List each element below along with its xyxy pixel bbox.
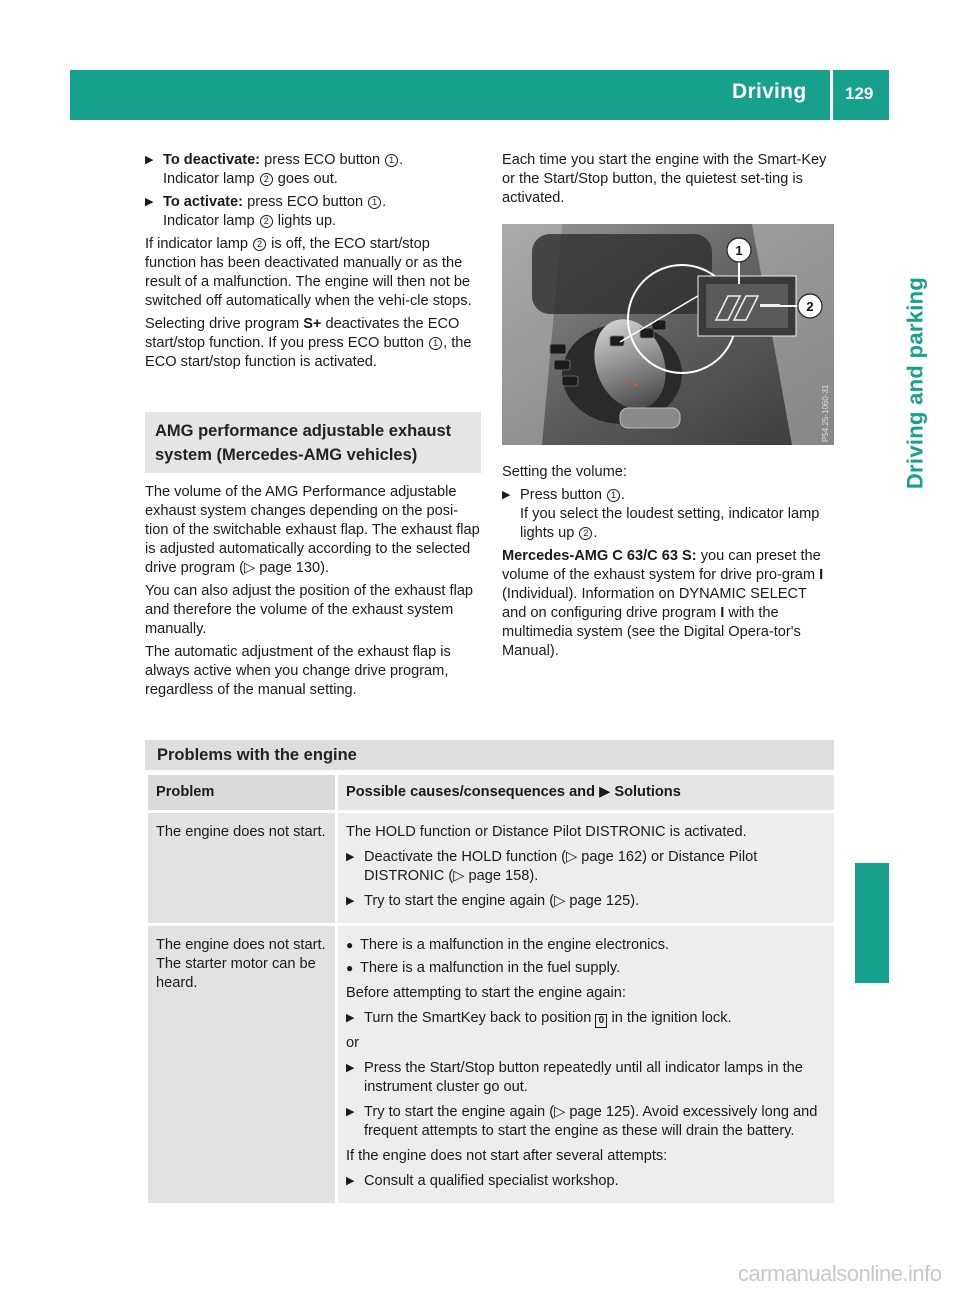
row1-cause: The HOLD function or Distance Pilot DISTRONIC is activated. [346, 824, 747, 840]
side-tab [895, 150, 935, 615]
row2-step2-text: Press the Start/Stop button repeatedly until all indicator lamps in the instrument cluster go out. [364, 1060, 803, 1095]
row2-before: Before attempting to start the engine again: [346, 985, 626, 1001]
para1-b: is off, the ECO start/stop function has been deactivated manually or as the result of a malfunction. The engine will then not be switched off automatically when the vehi-cle stops. [145, 236, 472, 309]
photo-callout-2: 2 [806, 299, 814, 314]
step-arrow-icon: ▶ [346, 1175, 355, 1187]
callout-1-icon: 1 [385, 154, 398, 167]
deactivate-text: press ECO button [260, 152, 385, 168]
key-position-0-icon: 0 [595, 1014, 607, 1028]
row1-problem: The engine does not start. [148, 810, 335, 923]
para1-a: If indicator lamp [145, 236, 253, 252]
page-ref-icon: ▷ [554, 893, 570, 909]
callout-1-icon: 1 [607, 489, 620, 502]
para2-c: , the ECO start/stop function is activated. [145, 335, 472, 370]
para2-a: Selecting drive program [145, 316, 304, 332]
page-ref-link[interactable]: page 125 [569, 893, 631, 909]
amg-p1-b: ). [320, 560, 330, 576]
amg-paragraph-2: You can also adjust the position of the exhaust flap and therefore the volume of the exhaust system manually. [145, 583, 474, 637]
step-arrow-icon: ▶ [346, 1106, 355, 1118]
amg-section-heading: AMG performance adjustable exhaust system (Mercedes-AMG vehicles) [145, 412, 481, 473]
table-row [148, 923, 834, 1203]
bullet-icon: ● [346, 938, 354, 952]
para2-b: deactivates the ECO start/stop function. If you press ECO button [145, 316, 460, 351]
para2-bold: S+ [303, 316, 322, 332]
console-illustration [502, 224, 834, 445]
row2-step-4 [346, 1172, 826, 1191]
deactivate-step [145, 151, 481, 189]
step-arrow-icon: ▶ [145, 196, 154, 208]
row2-after: If the engine does not start after several attempts: [346, 1148, 668, 1164]
problems-table [148, 775, 834, 1203]
row1-step-1 [346, 848, 826, 886]
row2-step4-text: Consult a qualified specialist workshop. [364, 1173, 619, 1189]
c63-a: you can preset the volume of the exhaust system for drive pro-gram [502, 548, 821, 583]
callout-2-icon: 2 [579, 527, 592, 540]
side-tab-marker [855, 863, 889, 983]
row1-step2-a: Try to start the engine again ( [364, 893, 555, 909]
chapter-title: Driving [732, 80, 807, 103]
press-text: Press button [520, 487, 606, 503]
photo-callout-1: 1 [735, 243, 743, 258]
c63-label: Mercedes-AMG C 63/C 63 S: [502, 548, 697, 564]
header-solutions [335, 775, 834, 810]
row1-step-2 [346, 892, 826, 911]
header-divider [830, 70, 833, 120]
press-line2: If you select the loudest setting, indicator lamp lights up [520, 506, 820, 541]
row2-or: or [346, 1035, 359, 1051]
row1-step2-b: ). [630, 893, 640, 909]
c63-program-2: I [720, 605, 725, 621]
page-ref-link[interactable]: page 162 [581, 849, 643, 865]
smartkey-paragraph: Each time you start the engine with the Smart-Key or the Start/Stop button, the quietest set-ting is activated. [502, 152, 827, 206]
row2-step3-a: Try to start the engine again ( [364, 1104, 555, 1120]
row2-step-3 [346, 1103, 826, 1141]
row2-step1-b: in the ignition lock. [607, 1010, 732, 1026]
press-line2-end: . [593, 525, 598, 541]
row2-bullet1-text: There is a malfunction in the engine electronics. [360, 937, 670, 953]
header-problem: Problem [148, 775, 335, 810]
left-column [145, 151, 481, 700]
setting-volume-label: Setting the volume: [502, 464, 627, 480]
step-arrow-icon: ▶ [346, 1012, 355, 1024]
callout-2-icon: 2 [260, 215, 273, 228]
table-header-row [148, 775, 834, 810]
press-button-step [502, 486, 834, 543]
step-arrow-icon: ▶ [346, 851, 355, 863]
watermark: carmanualsonline.info [738, 1261, 942, 1286]
activate-label: To activate: [163, 194, 244, 210]
amg-paragraph-3: The automatic adjustment of the exhaust flap is always active when you change drive program, regardless of the manual setting. [145, 644, 451, 698]
row2-step1-a: Turn the SmartKey back to position [364, 1010, 596, 1026]
row2-bullet2-text: There is a malfunction in the fuel supply. [360, 960, 621, 976]
deactivate-label: To deactivate: [163, 152, 261, 168]
row1-step1-c: ). [529, 868, 539, 884]
callout-2-icon: 2 [253, 238, 266, 251]
row1-step1-b: ) or Distance Pilot DISTRONIC ( [364, 849, 758, 884]
callout-2-icon: 2 [260, 173, 273, 186]
row2-problem: The engine does not start. The starter motor can be heard. [148, 923, 335, 1203]
c63-b: (Individual). Information on DYNAMIC SELECT and on configuring drive program [502, 586, 807, 621]
callout-1-icon: 1 [429, 337, 442, 350]
c63-paragraph [502, 547, 834, 661]
page-ref-link[interactable]: page 130 [259, 560, 321, 576]
drive-program-paragraph [145, 315, 481, 372]
row2-solutions [335, 923, 834, 1203]
eco-off-paragraph [145, 235, 481, 311]
c63-program-1: I [819, 567, 824, 583]
side-tab-label: Driving and parking [902, 276, 928, 489]
deactivate-lamp-text-end: goes out. [273, 171, 338, 187]
eco-button-photo [502, 224, 834, 445]
callout-1-icon: 1 [368, 196, 381, 209]
solutions-arrow-icon: ▶ [599, 784, 615, 800]
page-ref-link[interactable]: page 158 [468, 868, 530, 884]
problems-section-heading: Problems with the engine [145, 740, 834, 770]
deactivate-lamp-text: Indicator lamp [163, 171, 259, 187]
row2-step3-b: ). Avoid excessively long and frequent attempts to start the engine as these will drain the battery. [364, 1104, 818, 1139]
table-row [148, 810, 834, 923]
page-ref-link[interactable]: page 125 [569, 1104, 631, 1120]
page-ref-icon: ▷ [243, 560, 260, 576]
row2-bullet-2 [346, 959, 826, 978]
step-arrow-icon: ▶ [502, 489, 511, 501]
amg-p1-a: The volume of the AMG Performance adjustable exhaust system changes depending on the posi-tion of the switchable exhaust flap. The exhaust flap is adjusted automatically according to the selected drive program ( [145, 484, 480, 576]
page-ref-icon: ▷ [554, 1104, 570, 1120]
activate-text: press ECO button [243, 194, 368, 210]
step-arrow-icon: ▶ [346, 895, 355, 907]
row2-step-2 [346, 1059, 826, 1097]
row1-step1-a: Deactivate the HOLD function ( [364, 849, 566, 865]
activate-step [145, 193, 481, 231]
page-ref-icon: ▷ [565, 849, 582, 865]
page-ref-icon: ▷ [453, 868, 469, 884]
page-number: 129 [845, 84, 874, 103]
step-arrow-icon: ▶ [145, 154, 154, 166]
c63-c: with the multimedia system (see the Digital Opera-tor's Manual). [502, 605, 801, 659]
activate-lamp-text-end: lights up. [273, 213, 337, 229]
activate-lamp-text: Indicator lamp [163, 213, 259, 229]
row1-solutions [335, 810, 834, 923]
right-column [502, 151, 834, 661]
photo-code: P54.25-1060-31 [821, 384, 830, 442]
header-solutions-b: Solutions [614, 784, 681, 800]
header-solutions-a: Possible causes/consequences and [346, 784, 600, 800]
bullet-icon: ● [346, 961, 354, 975]
step-arrow-icon: ▶ [346, 1062, 355, 1074]
amg-paragraph-1 [145, 483, 481, 578]
row2-step-1 [346, 1009, 826, 1028]
row2-bullet-1 [346, 936, 826, 955]
deactivate-text-end: . [399, 152, 404, 168]
press-text-end: . [621, 487, 626, 503]
activate-text-end: . [382, 194, 387, 210]
